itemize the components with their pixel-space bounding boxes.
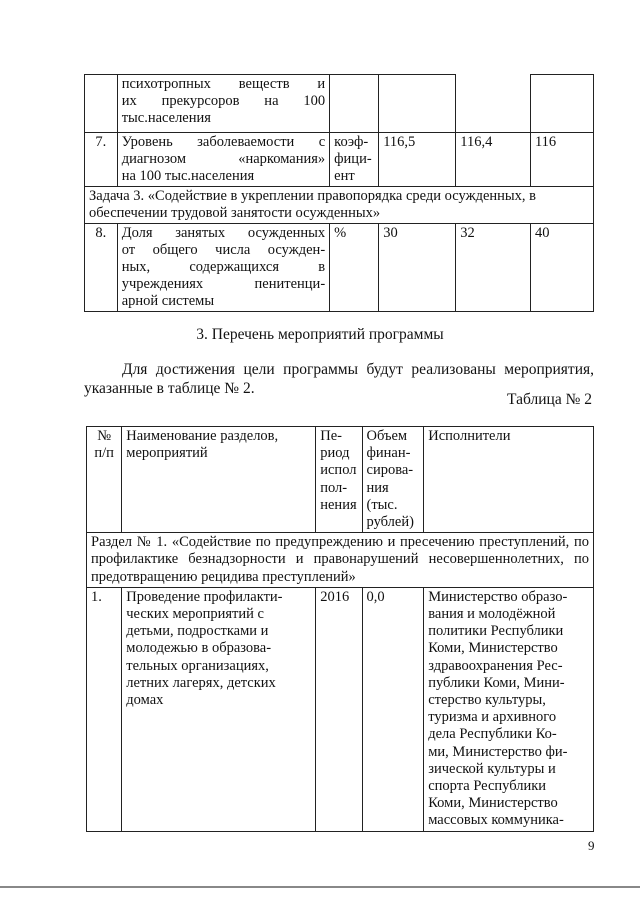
header-line: нения [320, 496, 357, 513]
header-row [87, 427, 594, 533]
value-cell: 116 [530, 133, 593, 187]
section-heading: 3. Перечень мероприятий программы [196, 326, 444, 343]
executor-line: Коми, Министерство [428, 795, 558, 812]
task-row [85, 187, 594, 224]
row-number [85, 75, 118, 133]
executor-line: вания и молодёжной [428, 606, 556, 623]
executor-line: туризма и архивного [428, 709, 557, 726]
header-period [316, 427, 362, 533]
executor-line: Коми, Министерство [428, 640, 558, 657]
header-line: испол [320, 462, 357, 479]
header-line: (тыс. [366, 496, 398, 513]
executor-line: Министерство образо- [428, 588, 568, 605]
header-line: пол- [320, 479, 348, 496]
executor-line: ми, Министерство фи- [428, 743, 568, 760]
header-line: рублей) [366, 514, 414, 531]
section-title: Раздел № 1. «Содействие по предупреждению и пресечению преступлений, по профилактике безнадзорности и правонарушений несовершеннолетних, по предотвращению рецидива преступлений» [87, 533, 594, 588]
header-line: п/п [94, 445, 114, 462]
name-line: арной системы [121, 293, 215, 309]
header-line: № [97, 428, 112, 444]
activities-table [86, 426, 594, 832]
unit-cell [330, 133, 379, 187]
body-paragraph: Для достижения цели программы будут реализованы мероприятия, указанные в таблице № 2. [84, 361, 594, 397]
table-row [87, 587, 594, 831]
name-line: учреждениях пенитенци- [121, 276, 326, 292]
name-line: детьми, подростками и [126, 623, 269, 640]
header-line: Пе- [320, 428, 342, 444]
executor-line: дела Республики Ко- [428, 726, 557, 743]
value-cell: 116,4 [456, 133, 531, 187]
executor-line: здравоохранения Рес- [428, 657, 563, 674]
indicator-name [117, 75, 329, 133]
header-line: Наименование разделов, [126, 428, 279, 444]
executor-line: политики Республики [428, 623, 564, 640]
name-line: от общего числа осужден- [121, 242, 326, 258]
row-number: 8. [85, 224, 118, 312]
indicators-table [84, 74, 594, 312]
row-number: 7. [85, 133, 118, 187]
table-row [85, 133, 594, 187]
page-number: 9 [588, 838, 595, 853]
header-line: Объем [366, 428, 408, 444]
activity-name [122, 587, 316, 831]
name-line: тыс.населения [121, 110, 211, 126]
header-line: мероприятий [126, 445, 208, 462]
value-cell: 40 [530, 224, 593, 312]
indicator-name [117, 224, 329, 312]
header-name [122, 427, 316, 533]
name-line: летних лагерях, детских [126, 674, 276, 691]
name-line: их прекурсоров на 100 [121, 93, 326, 109]
unit-line: фици- [334, 151, 372, 167]
unit-cell [330, 75, 379, 133]
name-line: на 100 тыс.населения [121, 168, 255, 184]
name-line: ческих мероприятий с [126, 606, 264, 623]
task-title: Задача 3. «Содействие в укреплении правопорядка среди осужденных, в обеспечении трудовой занятости осужденных» [85, 187, 594, 224]
header-line: ния [366, 479, 389, 496]
unit-line: ент [334, 168, 355, 184]
value-cell: 32 [456, 224, 531, 312]
name-line: молодежью в образова- [126, 640, 272, 657]
unit-cell: % [330, 224, 379, 312]
table-caption: Таблица № 2 [507, 391, 592, 408]
period-cell: 2016 [316, 587, 362, 831]
header-line: сирова- [366, 462, 414, 479]
executor-line: публики Коми, Мини- [428, 674, 565, 691]
table-row [85, 224, 594, 312]
header-executors: Исполнители [424, 427, 594, 533]
executor-line: зической культуры и [428, 760, 556, 777]
name-line: Уровень заболеваемости с [121, 134, 326, 150]
value-cell [530, 75, 593, 133]
table-row [85, 75, 594, 133]
value-cell [379, 75, 456, 133]
value-cell: 30 [379, 224, 456, 312]
value-cell: 116,5 [379, 133, 456, 187]
row-number: 1. [87, 587, 122, 831]
value-cell [456, 75, 531, 133]
executor-line: стерство культуры, [428, 692, 546, 709]
header-line: риод [320, 445, 350, 462]
volume-cell: 0,0 [362, 587, 424, 831]
unit-line: коэф- [334, 134, 369, 150]
name-line: домах [126, 692, 164, 709]
executors-cell [424, 587, 594, 831]
header-line: финан- [366, 445, 411, 462]
name-line: психотропных веществ и [121, 76, 326, 92]
executor-line: спорта Республики [428, 778, 547, 795]
scan-edge [0, 886, 640, 888]
name-line: ных, содержащихся в [121, 259, 326, 275]
header-num [87, 427, 122, 533]
indicator-name [117, 133, 329, 187]
name-line: тельных организациях, [126, 657, 269, 674]
name-line: диагнозом «наркомания» [121, 151, 326, 167]
section-row [87, 533, 594, 588]
executor-line: массовых коммуника- [428, 812, 564, 829]
name-line: Проведение профилакти- [126, 588, 283, 605]
name-line: Доля занятых осужденных [121, 225, 326, 241]
header-volume [362, 427, 424, 533]
